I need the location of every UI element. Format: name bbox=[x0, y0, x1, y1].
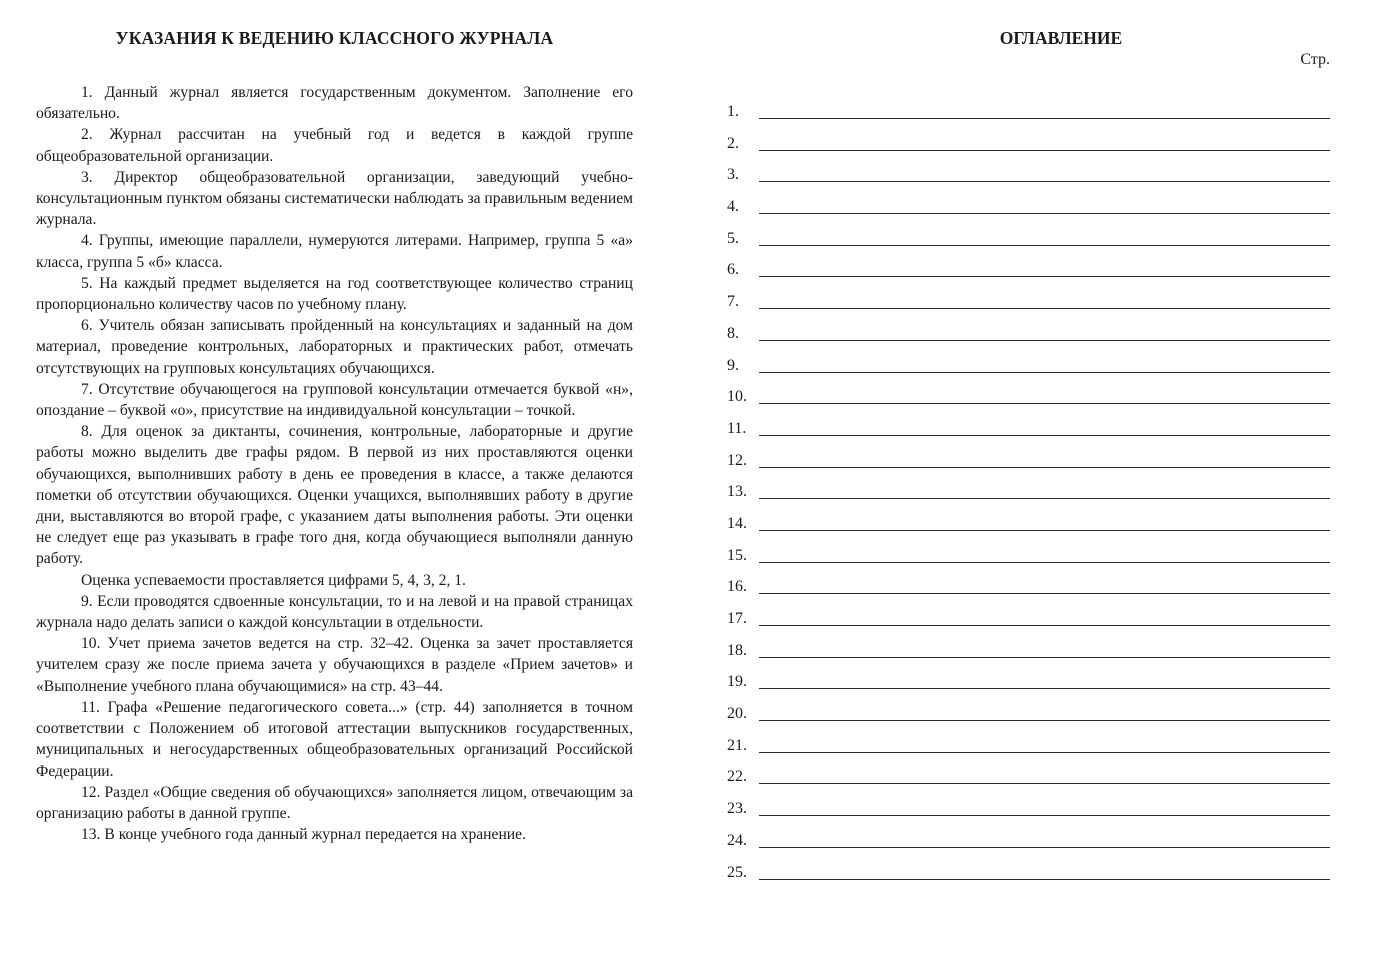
instruction-paragraph: 5. На каждый предмет выделяется на год соответствующее количество страниц пропорционально количеству часов по учебному плану. bbox=[36, 274, 633, 314]
toc-entry-number: 9. bbox=[727, 356, 739, 374]
toc-row bbox=[727, 417, 1330, 449]
toc-entry-number: 1. bbox=[727, 103, 739, 120]
toc-entry-fill-line[interactable] bbox=[759, 245, 1330, 246]
toc-entry-number: 18. bbox=[727, 641, 747, 659]
toc-entry-fill-line[interactable] bbox=[759, 783, 1330, 784]
toc-entry-fill-line[interactable] bbox=[759, 181, 1330, 182]
toc-row bbox=[727, 734, 1330, 766]
toc-entry-number: 19. bbox=[727, 673, 747, 691]
toc-entry-fill-line[interactable] bbox=[759, 657, 1330, 658]
instructions-list bbox=[36, 82, 633, 845]
toc-entry-fill-line[interactable] bbox=[759, 467, 1330, 468]
toc-entry-fill-line[interactable] bbox=[759, 308, 1330, 309]
toc-row bbox=[727, 322, 1330, 354]
toc-entry-number: 2. bbox=[727, 134, 739, 152]
instruction-paragraph: 12. Раздел «Общие сведения об обучающихся» заполняется лицом, отвечающим за организацию работы в данной группе. bbox=[36, 783, 633, 822]
toc-row bbox=[727, 607, 1330, 639]
toc-entry-fill-line[interactable] bbox=[759, 498, 1330, 499]
instruction-paragraph: 8. Для оценок за диктанты, сочинения, контрольные, лабораторные и другие работы можно выделить две графы рядом. В первой из них проставляются оценки обучающихся, выполнивших работу в день ее проведения в классе, а также делаются пометки об отсутствии обучающихся. Оценки учащихся, выполнявших работу в другие дни, выставляются во второй графе, с указанием даты выполнения работы. Эти оценки не следует еще раз указывать в графе того дня, когда обучающиеся выполняли данную работу. bbox=[36, 423, 633, 568]
instruction-paragraph: Оценка успеваемости проставляется цифрами 5, 4, 3, 2, 1. bbox=[81, 571, 466, 589]
toc-row bbox=[727, 354, 1330, 386]
instruction-paragraph: 10. Учет приема зачетов ведется на стр. 32–42. Оценка за зачет проставляется учителем сразу же после приема зачета у обучающихся в разделе «Прием зачетов» и «Выполнение учебного плана обучающимися» на стр. 43–44. bbox=[36, 635, 633, 695]
toc-entry-number: 24. bbox=[727, 831, 747, 849]
toc-entry-fill-line[interactable] bbox=[759, 593, 1330, 594]
toc-entry-fill-line[interactable] bbox=[759, 530, 1330, 531]
toc-entry-number: 5. bbox=[727, 229, 739, 247]
page-column-label: Стр. bbox=[1300, 51, 1330, 68]
toc-entry-number: 8. bbox=[727, 324, 739, 342]
toc-entry-number: 11. bbox=[727, 419, 747, 437]
toc-entry-number: 3. bbox=[727, 166, 739, 184]
toc-row bbox=[727, 290, 1330, 322]
instruction-paragraph: 4. Группы, имеющие параллели, нумеруются литерами. Например, группа 5 «а» класса, группа 5 «б» класса. bbox=[36, 232, 633, 271]
toc-entry-number: 20. bbox=[727, 705, 747, 723]
toc-entry-fill-line[interactable] bbox=[759, 625, 1330, 626]
toc-entry-fill-line[interactable] bbox=[759, 879, 1330, 880]
toc-row bbox=[727, 195, 1330, 227]
instruction-paragraph: 6. Учитель обязан записывать пройденный на консультациях и заданный на дом материал, проведение контрольных, лабораторных и практических работ, отмечать отсутствующих на групповых консультациях обучающихся. bbox=[36, 317, 633, 377]
instruction-paragraph: 3. Директор общеобразовательной организации, заведующий учебно-консультационным пунктом обязаны систематически наблюдать за правильным ведением журнала. bbox=[36, 168, 633, 229]
toc-row bbox=[727, 132, 1330, 164]
toc-entry-number: 10. bbox=[727, 388, 747, 406]
toc-entry-number: 13. bbox=[727, 483, 747, 501]
toc-entry-fill-line[interactable] bbox=[759, 720, 1330, 721]
toc-entry-number: 16. bbox=[727, 578, 747, 596]
toc-list bbox=[727, 100, 1330, 892]
toc-row bbox=[727, 639, 1330, 671]
toc-entry-number: 17. bbox=[727, 610, 747, 627]
toc-row bbox=[727, 575, 1330, 607]
toc-row bbox=[727, 702, 1330, 734]
toc-entry-fill-line[interactable] bbox=[759, 276, 1330, 277]
toc-entry-number: 7. bbox=[727, 293, 739, 311]
toc-entry-number: 14. bbox=[727, 514, 747, 532]
toc-entry-fill-line[interactable] bbox=[759, 688, 1330, 689]
toc-entry-number: 23. bbox=[727, 800, 747, 818]
toc-row bbox=[727, 544, 1330, 576]
toc-row bbox=[727, 480, 1330, 512]
toc-row bbox=[727, 797, 1330, 829]
toc-row bbox=[727, 163, 1330, 195]
toc-entry-fill-line[interactable] bbox=[759, 403, 1330, 404]
toc-entry-number: 6. bbox=[727, 261, 739, 279]
toc-entry-number: 12. bbox=[727, 451, 747, 469]
toc-row bbox=[727, 449, 1330, 481]
toc-row bbox=[727, 385, 1330, 417]
toc-entry-number: 25. bbox=[727, 863, 747, 881]
toc-row bbox=[727, 765, 1330, 797]
toc-entry-fill-line[interactable] bbox=[759, 815, 1330, 816]
instruction-paragraph: 1. Данный журнал является государственным документом. Заполнение его обязательно. bbox=[36, 84, 633, 123]
toc-row bbox=[727, 227, 1330, 259]
instructions-title: УКАЗАНИЯ К ВЕДЕНИЮ КЛАССНОГО ЖУРНАЛА bbox=[115, 28, 554, 48]
toc-row bbox=[727, 512, 1330, 544]
instruction-paragraph: 13. В конце учебного года данный журнал передается на хранение. bbox=[81, 826, 526, 844]
toc-row bbox=[727, 258, 1330, 290]
toc-entry-number: 15. bbox=[727, 546, 747, 564]
toc-entry-fill-line[interactable] bbox=[759, 435, 1330, 436]
toc-entry-fill-line[interactable] bbox=[759, 150, 1330, 151]
toc-entry-fill-line[interactable] bbox=[759, 372, 1330, 373]
toc-entry-number: 22. bbox=[727, 768, 747, 786]
toc-entry-fill-line[interactable] bbox=[759, 213, 1330, 214]
toc-entry-fill-line[interactable] bbox=[759, 562, 1330, 563]
table-of-contents-page bbox=[700, 0, 1400, 969]
instruction-paragraph: 9. Если проводятся сдвоенные консультации, то и на левой и на правой страницах журнала надо делать записи о каждой консультации в отдельности. bbox=[36, 592, 633, 632]
instruction-paragraph: 2. Журнал рассчитан на учебный год и ведется в каждой группе общеобразовательной организации. bbox=[36, 126, 633, 165]
toc-row bbox=[727, 100, 1330, 132]
toc-row bbox=[727, 861, 1330, 893]
toc-entry-number: 21. bbox=[727, 736, 747, 754]
instruction-paragraph: 7. Отсутствие обучающегося на групповой консультации отмечается буквой «н», опоздание – буквой «о», присутствие на индивидуальной консультации – точкой. bbox=[36, 380, 633, 420]
toc-entry-fill-line[interactable] bbox=[759, 847, 1330, 848]
toc-entry-number: 4. bbox=[727, 198, 739, 216]
instruction-paragraph: 11. Графа «Решение педагогического совета...» (стр. 44) заполняется в точном соответствии с Положением об итоговой аттестации выпускников государственных, муниципальных и негосударственных общеобразовательных организаций Российской Федерации. bbox=[36, 698, 633, 780]
toc-entry-fill-line[interactable] bbox=[759, 118, 1330, 119]
toc-entry-fill-line[interactable] bbox=[759, 340, 1330, 341]
toc-title: ОГЛАВЛЕНИЕ bbox=[999, 28, 1123, 48]
toc-row bbox=[727, 829, 1330, 861]
toc-entry-fill-line[interactable] bbox=[759, 752, 1330, 753]
toc-row bbox=[727, 670, 1330, 702]
